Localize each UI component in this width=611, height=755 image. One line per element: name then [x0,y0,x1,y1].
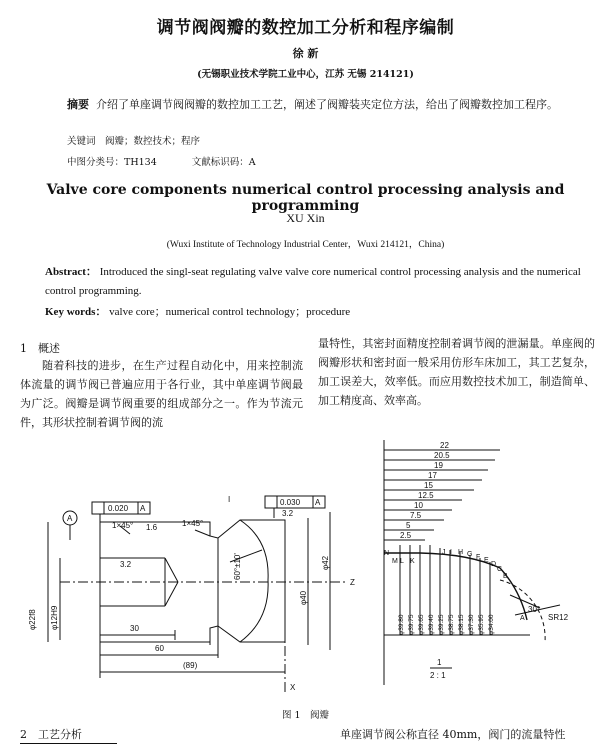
profile-dim-20.5: 20.5 [434,451,450,460]
profile-dim-22: 22 [440,441,449,450]
section1-right-text: 量特性，其密封面精度控制着调节阀的泄漏量。单座阀的阀瓣形状和密封面一般采用仿形车床加工，其工艺复杂，加工误差大，效率低。而应用数控技术加工，制造简单、加工精度高、效率高。 [318,337,595,407]
profile-dim-5: 5 [406,521,411,530]
paper-title-en: Valve core components numerical control processing analysis and programming [46,182,565,214]
point-J: J [442,549,446,556]
point-G: G [467,551,473,558]
profile-dim-17: 17 [428,471,437,480]
dim-60: 60 [155,644,164,653]
chamfer-label-1: 1×45° [112,521,134,530]
dim-bore-dia: φ12H9 [50,605,59,630]
doc-code-cn: 文献标识码：A [191,157,256,168]
angle-30: 30° [528,605,541,614]
dim-dia-42: φ42 [321,555,330,570]
author-en: XU Xin [286,211,325,225]
abstract-en-text: Introduced the singl-seat regulating valve valve core numerical control processing analysis and the numerical control programming. [45,266,581,297]
chamfer-label-2: 1×45° [182,519,204,528]
paper-title-cn: 调节阀阀瓣的数控加工分析和程序编制 [156,18,455,38]
point-N: N [384,550,390,557]
author-cn: 徐 新 [292,47,319,60]
axis-z-label: Z [350,578,355,587]
profile-dia-4: φ39.25 [438,614,445,635]
profile-dim-2.5: 2.5 [400,531,412,540]
roughness-label-3: 3.2 [282,509,294,518]
valve-core-drawing [0,430,611,705]
point-H: H [458,549,464,556]
keywords-en-label: Key words： [45,306,107,318]
class-number-cn: 中图分类号：TH134 [67,157,157,168]
keywords-en-text: valve core；numerical control technology；procedure [109,306,351,318]
section2-underline [20,743,117,744]
section1-left-text: 随着科技的进步，在生产过程自动化中，用来控制流体流量的调节阀已普遍应用于各行业，其中单座调节阀最为广泛。阀瓣是调节阀重要的组成部分之一。作为节流元件，其形状控制着调节阀的流 [20,359,303,429]
scale-numerator: 1 [437,658,442,667]
point-I: I [450,549,452,556]
profile-dim-7.5: 7.5 [410,511,422,520]
point-D: D [491,561,497,568]
scale-denominator: 2 : 1 [430,671,446,680]
keywords-en [45,303,350,319]
affiliation-en: (Wuxi Institute of Technology Industrial Center，Wuxi 214121，China) [166,240,445,250]
abstract-en-label: Abstract： [45,266,97,278]
dim-angle: 60°±10' [233,553,242,580]
profile-dia-2: φ39.65 [418,614,425,635]
tolerance-datum-left: A [140,504,146,513]
classification-cn [67,154,288,168]
profile-dim-19: 19 [434,461,443,470]
roughness-label-1: 1.6 [146,523,158,532]
affiliation-cn: (无锡职业技术学院工业中心，江苏 无锡 214121) [197,69,414,80]
radius-sr12: SR12 [548,613,569,622]
point-K: K [410,558,415,565]
tolerance-value-left: 0.020 [108,504,129,513]
dim-30: 30 [130,624,139,633]
point-C: C [497,566,503,573]
abstract-cn-label: 摘要 [67,98,89,111]
point-F: F [476,554,481,561]
abstract-en [45,263,585,301]
profile-dia-0: φ39.80 [398,614,405,635]
profile-dia-8: φ35.95 [478,614,485,635]
datum-letter: A [67,514,73,523]
point-A: A [520,615,525,622]
profile-dia-5: φ38.75 [448,614,455,635]
dim-89: (89) [183,661,198,670]
point-L: L [400,558,404,565]
section2-heading: 2 工艺分析 [20,728,82,741]
point-B: B [503,573,508,580]
section1-heading: 1 概述 [20,342,60,355]
dim-outer-dia: φ22f8 [28,609,37,630]
profile-dia-6: φ38.15 [458,614,465,635]
profile-dia-1: φ39.75 [408,614,415,635]
roughness-label-2: 3.2 [120,560,132,569]
profile-dia-3: φ39.40 [428,614,435,635]
keywords-cn: 关键词 阀瓣；数控技术；程序 [67,136,201,147]
abstract-cn [67,96,587,113]
tolerance-value-right: 0.030 [280,498,301,507]
section2-right-text: 单座调节阀公称直径 40mm，阀门的流量特性 [340,728,566,741]
profile-dia-9: φ34.00 [488,614,495,635]
point-E: E [484,557,489,564]
dim-dia-40: φ40 [299,590,308,605]
profile-dia-7: φ37.30 [468,614,475,635]
figure-caption: 图 1 阀瓣 [281,710,330,721]
tolerance-datum-right: A [315,498,321,507]
profile-dim-15: 15 [424,481,433,490]
axis-x-label: X [290,683,296,692]
profile-dim-10: 10 [414,501,423,510]
profile-dim-12.5: 12.5 [418,491,434,500]
abstract-cn-text: 介绍了单座调节阀阀瓣的数控加工工艺，阐述了阀瓣装夹定位方法，给出了阀瓣数控加工程序。 [96,98,558,111]
view-label: I [228,495,231,504]
point-M: M [392,558,398,565]
